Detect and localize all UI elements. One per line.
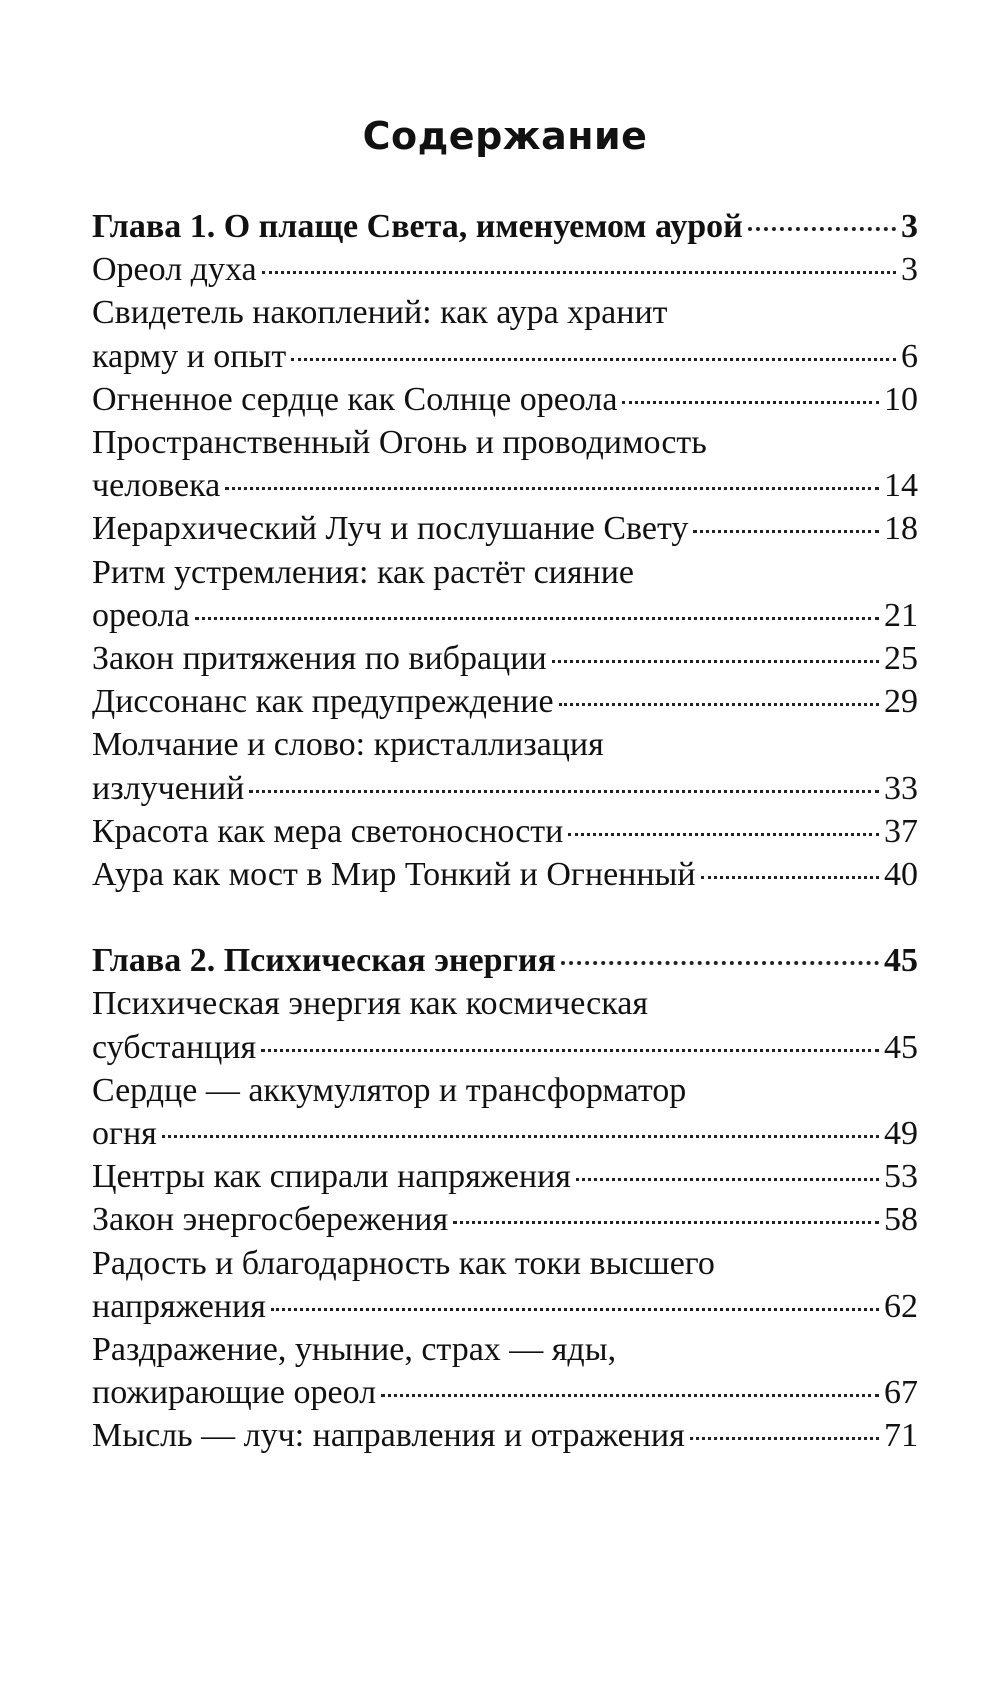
entry-page-number: 33 xyxy=(884,769,918,807)
toc-entry[interactable] xyxy=(92,507,918,550)
toc-chapter-section xyxy=(92,939,918,1457)
entry-title-line: Иерархический Луч и послушание Свету xyxy=(92,510,689,548)
entry-title-line: Пространственный Огонь и проводимость xyxy=(92,424,707,462)
entry-page-number: 62 xyxy=(884,1287,918,1325)
table-of-contents xyxy=(92,205,918,1458)
entry-last-line xyxy=(92,335,918,378)
toc-entry[interactable] xyxy=(92,723,918,809)
entry-page-number: 18 xyxy=(884,510,918,548)
entry-title-line: Ритм устремления: как растёт сияние xyxy=(92,553,634,591)
dot-leader xyxy=(261,1049,879,1052)
dot-leader xyxy=(225,487,879,490)
entry-title-line: Сердце — аккумулятор и трансформатор xyxy=(92,1071,687,1109)
entry-title-line: Диссонанс как предупреждение xyxy=(92,683,554,721)
toc-entry[interactable] xyxy=(92,1069,918,1155)
entry-title-line: человека xyxy=(92,467,221,505)
entry-page-number: 45 xyxy=(884,1028,918,1066)
toc-chapter-section xyxy=(92,205,918,896)
dot-leader xyxy=(195,617,879,620)
toc-entry[interactable] xyxy=(92,810,918,853)
entry-title-line: Центры как спирали напряжения xyxy=(92,1158,571,1196)
dot-leader xyxy=(262,271,896,274)
entry-page-number: 10 xyxy=(884,380,918,418)
page-title: Содержание xyxy=(362,114,648,158)
entry-last-line xyxy=(92,594,918,637)
entry-title-line: Огненное сердце как Солнце ореола xyxy=(92,380,618,418)
entry-page-number: 58 xyxy=(884,1201,918,1239)
dot-leader xyxy=(622,401,879,404)
entry-title-line: Закон притяжения по вибрации xyxy=(92,640,547,678)
toc-entry[interactable] xyxy=(92,1198,918,1241)
entry-title-line: Мысль — луч: направления и отражения xyxy=(92,1417,685,1455)
dot-leader xyxy=(701,876,879,879)
dot-leader xyxy=(561,961,879,965)
entry-page-number: 21 xyxy=(884,596,918,634)
dot-leader xyxy=(559,703,879,706)
entry-page-number: 37 xyxy=(884,812,918,850)
toc-entry[interactable] xyxy=(92,1155,918,1198)
entry-last-line xyxy=(92,1026,918,1069)
dot-leader xyxy=(552,660,879,663)
chapter-heading[interactable] xyxy=(92,939,918,982)
chapter-page-number: 45 xyxy=(884,942,918,980)
chapter-heading[interactable] xyxy=(92,205,918,248)
entry-title-line: Психическая энергия как космическая xyxy=(92,985,648,1023)
entry-title-line: субстанция xyxy=(92,1028,257,1066)
entry-last-line xyxy=(92,1198,918,1241)
entry-page-number: 53 xyxy=(884,1158,918,1196)
toc-page xyxy=(92,0,918,1685)
entry-title-line: огня xyxy=(92,1115,157,1153)
entry-title-line: Ореол духа xyxy=(92,251,257,289)
entry-last-line xyxy=(92,853,918,896)
entry-last-line xyxy=(92,507,918,550)
entry-page-number: 40 xyxy=(884,856,918,894)
entry-last-line xyxy=(92,767,918,810)
entry-title-line: Красота как мера светоносности xyxy=(92,812,564,850)
toc-entry[interactable] xyxy=(92,982,918,1068)
dot-leader xyxy=(291,358,896,361)
dot-leader xyxy=(568,833,879,836)
entry-page-number: 67 xyxy=(884,1374,918,1412)
entry-page-number: 14 xyxy=(884,467,918,505)
entry-last-line xyxy=(92,1112,918,1155)
toc-entry[interactable] xyxy=(92,378,918,421)
toc-entry[interactable] xyxy=(92,248,918,291)
entry-last-line xyxy=(92,1371,918,1414)
dot-leader xyxy=(249,790,879,793)
entry-last-line xyxy=(92,248,918,291)
entry-last-line xyxy=(92,637,918,680)
toc-entry[interactable] xyxy=(92,1328,918,1414)
chapter-page-number: 3 xyxy=(901,208,918,245)
entry-page-number: 71 xyxy=(884,1417,918,1455)
dot-leader xyxy=(381,1394,879,1397)
dot-leader xyxy=(576,1178,879,1181)
dot-leader xyxy=(162,1135,879,1138)
entry-title-line: Аура как мост в Мир Тонкий и Огненный xyxy=(92,856,696,894)
entry-last-line xyxy=(92,1285,918,1328)
chapter-title: Глава 2. Психическая энергия xyxy=(92,942,556,980)
entry-page-number: 29 xyxy=(884,683,918,721)
entry-last-line xyxy=(92,378,918,421)
entry-page-number: 3 xyxy=(901,251,918,289)
dot-leader xyxy=(453,1221,879,1224)
chapter-title: Глава 1. О плаще Света, именуемом аурой xyxy=(92,208,743,245)
entry-title-line: излучений xyxy=(92,769,245,807)
dot-leader xyxy=(693,530,879,533)
dot-leader xyxy=(690,1437,879,1440)
toc-entry[interactable] xyxy=(92,1242,918,1328)
entry-last-line xyxy=(92,464,918,507)
entry-title-line: ореола xyxy=(92,596,190,634)
entry-title-line: пожирающие ореол xyxy=(92,1374,377,1412)
toc-entry[interactable] xyxy=(92,421,918,507)
entry-page-number: 6 xyxy=(901,337,918,375)
toc-entry[interactable] xyxy=(92,853,918,896)
entry-title-line: напряжения xyxy=(92,1287,266,1325)
entry-title-line: Свидетель накоплений: как аура хранит xyxy=(92,294,668,332)
dot-leader xyxy=(748,227,896,231)
entry-title-line: Закон энергосбережения xyxy=(92,1201,449,1239)
entry-title-line: Молчание и слово: кристаллизация xyxy=(92,726,604,764)
toc-entry[interactable] xyxy=(92,551,918,637)
entry-title-line: карму и опыт xyxy=(92,337,287,375)
entry-last-line xyxy=(92,680,918,723)
toc-entry[interactable] xyxy=(92,637,918,680)
entry-page-number: 49 xyxy=(884,1115,918,1153)
entry-last-line xyxy=(92,1414,918,1457)
entry-last-line xyxy=(92,1155,918,1198)
entry-title-line: Раздражение, уныние, страх — яды, xyxy=(92,1331,617,1369)
toc-entry[interactable] xyxy=(92,291,918,377)
entry-page-number: 25 xyxy=(884,640,918,678)
toc-entry[interactable] xyxy=(92,680,918,723)
entry-title-line: Радость и благодарность как токи высшего xyxy=(92,1244,715,1282)
dot-leader xyxy=(271,1308,879,1311)
toc-entry[interactable] xyxy=(92,1414,918,1457)
entry-last-line xyxy=(92,810,918,853)
